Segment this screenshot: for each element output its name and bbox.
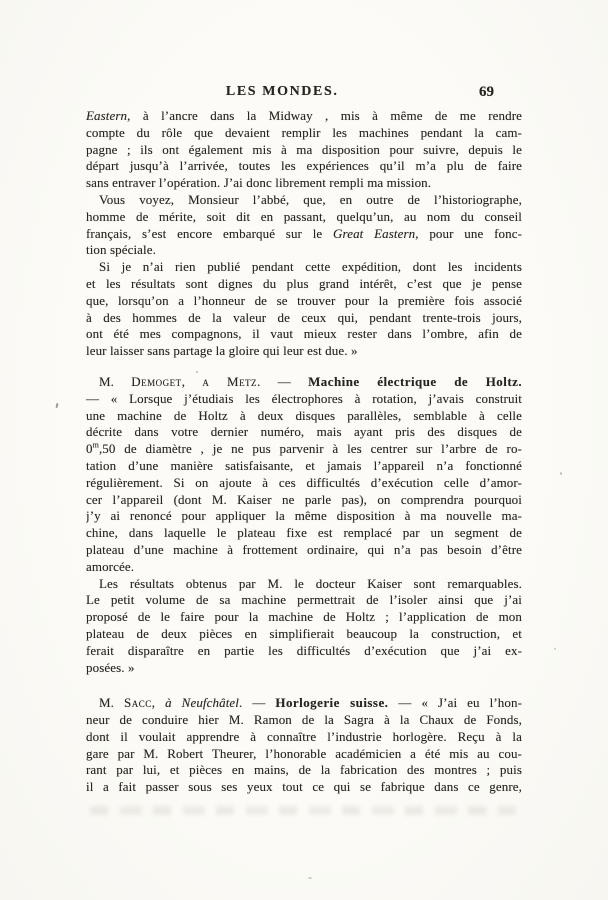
text-segment: il a fait passer sous ses yeux tout ce qui se fabrique dans ce genre,	[86, 779, 522, 795]
text-line	[86, 458, 522, 475]
text-line	[86, 424, 522, 441]
section-sacc-horlogerie-suisse	[86, 695, 522, 796]
text-line	[86, 441, 522, 458]
text-line	[86, 209, 522, 226]
text-line	[86, 609, 522, 626]
text-line	[86, 643, 522, 660]
text-segment: pagne ; ils ont également mis à ma disposition pour suivre, depuis le	[86, 141, 522, 157]
text-line	[86, 293, 522, 310]
scan-artifact	[55, 403, 58, 408]
text-segment: plateau de deux pièces en simplifierait beaucoup la construction, et	[86, 625, 522, 641]
text-segment: Les résultats obtenus par M. le docteur Kaiser sont remarquables.	[99, 575, 522, 591]
text-segment: Great Eastern	[333, 225, 416, 241]
text-line	[86, 108, 522, 125]
text-line	[86, 242, 522, 259]
text-segment: régulièrement. Si on ajoute à ces difficultés d’exécution celle d’amor-	[86, 474, 522, 490]
text-segment: . —	[257, 373, 309, 389]
paragraph	[86, 192, 522, 259]
text-segment: proposé de le faire pour la machine de Holtz ; l’application de mon	[86, 609, 522, 625]
scan-artifact	[554, 648, 556, 650]
page-header	[86, 84, 522, 102]
text-line	[86, 746, 522, 763]
show-through-artifact	[90, 806, 516, 815]
text-line	[86, 660, 522, 677]
paragraph	[86, 108, 522, 192]
text-segment: gare par M. Robert Theurer, l’honorable académicien a été mis au cou-	[86, 745, 522, 761]
text-segment: Vous voyez, Monsieur l’abbé, que, en outre de l’historiographe,	[99, 191, 522, 207]
article-title: Horlogerie suisse.	[275, 695, 389, 711]
text-segment: chine, dans laquelle le plateau fixe est remplacé par un segment de	[86, 525, 522, 541]
text-line	[86, 276, 522, 293]
text-segment: neur de conduire hier M. Ramon de la Sagra à la Chaux de Fonds,	[86, 712, 522, 728]
text-segment: rant par lui, et pièces en mains, de la fabrication des montres ; puis	[86, 762, 522, 778]
text-segment: ,50 de diamètre , je ne pus parvenir à les centrer sur l’arbre de ro-	[98, 441, 522, 457]
text-segment: leur laisser sans partage la gloire qui leur est due. »	[86, 343, 358, 359]
text-segment: décrite dans votre dernier numéro, mais ayant pris des disques de	[86, 424, 522, 440]
text-line	[86, 391, 522, 408]
scan-artifact	[560, 472, 562, 475]
text-segment: ,	[151, 695, 166, 711]
text-line	[86, 762, 522, 779]
text-segment: sans entraver l’opération. J’ai donc librement rempli ma mission.	[86, 175, 432, 191]
text-line	[86, 592, 522, 609]
text-segment: que, lorsqu’on a l’honneur de se trouver pour la première fois associé	[86, 292, 522, 308]
text-line	[86, 408, 522, 425]
text-line	[86, 576, 522, 593]
text-line	[86, 326, 522, 343]
text-segment: français, s’est encore embarqué sur le	[86, 225, 334, 241]
text-segment: j’y ai renoncé pour appliquer la même disposition à ma nouvelle ma-	[86, 508, 522, 524]
article-title: Machine électrique de Holtz.	[308, 373, 522, 389]
section-demoget-machine-holtz	[86, 374, 522, 676]
text-segment: amorcée.	[86, 558, 135, 574]
text-segment: départ jusqu’à l’arrivée, toutes les expériences qu’il m’a plu de faire	[86, 158, 522, 174]
text-segment: , pour une fonc-	[415, 225, 522, 241]
text-segment: tion spéciale.	[86, 242, 156, 258]
text-line	[86, 475, 522, 492]
text-line	[86, 175, 522, 192]
text-line	[86, 508, 522, 525]
scan-artifact	[308, 877, 312, 879]
text-segment: — « J’ai eu l’hon-	[388, 695, 522, 711]
page-number: 69	[479, 84, 494, 100]
text-line	[86, 779, 522, 796]
text-segment: ,	[181, 373, 203, 389]
text-segment: ont été mes compagnons, il vaut mieux rester dans l’ombre, afin de	[86, 326, 522, 342]
text-segment: Si je n’ai rien publié pendant cette expédition, dont les incidents	[99, 259, 522, 275]
text-line	[86, 192, 522, 209]
text-line	[86, 226, 522, 243]
text-line	[86, 712, 522, 729]
text-line	[86, 492, 522, 509]
text-line	[86, 542, 522, 559]
text-block	[86, 108, 522, 796]
text-segment: plateau d’une machine à frottement ordinaire, qui n’a pas besoin d’être	[86, 541, 522, 557]
text-line	[86, 525, 522, 542]
text-line	[86, 142, 522, 159]
text-segment: et les résultats sont dignes du plus grand intérêt, c’est que je pense	[86, 275, 522, 291]
text-line	[86, 626, 522, 643]
correspondent-name: Demoget	[131, 373, 182, 389]
text-segment: à des hommes de la valeur de ceux qui, pendant trente-trois jours,	[86, 309, 522, 325]
text-segment: M.	[99, 695, 124, 711]
section-great-eastern-letter	[86, 108, 522, 360]
text-line	[86, 559, 522, 576]
text-line	[86, 695, 522, 712]
text-segment: M.	[99, 373, 132, 389]
text-segment: compte du rôle que devaient remplir les machines pendant la cam-	[86, 124, 522, 140]
text-segment: ferait disparaître en partie les difficultés d’exécution que j’ai ex-	[86, 642, 522, 658]
text-segment: 0	[86, 441, 93, 457]
text-segment: cer l’appareil (dont M. Kaiser ne parle pas), on comprendra pourquoi	[86, 491, 522, 507]
text-line	[86, 343, 522, 360]
text-segment: homme de mérite, soit dit en passant, quelqu’un, au nom du conseil	[86, 208, 522, 224]
text-segment: Le petit volume de sa machine permettrait de l’isoler ainsi que j’ai	[86, 592, 522, 608]
text-line	[86, 729, 522, 746]
text-segment: m	[92, 441, 99, 450]
text-segment: dont il voulait apprendre à connaître l’industrie horlogère. Reçu à la	[86, 728, 522, 744]
text-segment: Eastern	[86, 108, 128, 123]
correspondent-name: a Metz	[202, 373, 258, 389]
text-line	[86, 259, 522, 276]
journal-title: LES MONDES.	[225, 84, 339, 99]
text-segment: — « Lorsque j’étudiais les électrophores à rotation, j’avais construit	[86, 390, 522, 406]
paragraph	[86, 259, 522, 360]
text-segment: à Neufchâtel	[165, 695, 239, 711]
text-segment: , à l’ancre dans la Midway , mis à même de me rendre	[127, 108, 522, 123]
text-line	[86, 310, 522, 327]
text-segment: une machine de Holtz à deux disques parallèles, semblable à celle	[86, 407, 522, 423]
correspondent-name: Sacc	[124, 695, 152, 711]
paragraph	[86, 695, 522, 796]
text-line	[86, 158, 522, 175]
paragraph	[86, 576, 522, 677]
text-segment: . —	[239, 695, 276, 711]
text-line	[86, 125, 522, 142]
text-segment: posées. »	[86, 659, 135, 675]
text-segment: tation d’une manière satisfaisante, et jamais l’appareil n’a fonctionné	[86, 457, 522, 473]
text-line	[86, 374, 522, 391]
paragraph	[86, 374, 522, 576]
